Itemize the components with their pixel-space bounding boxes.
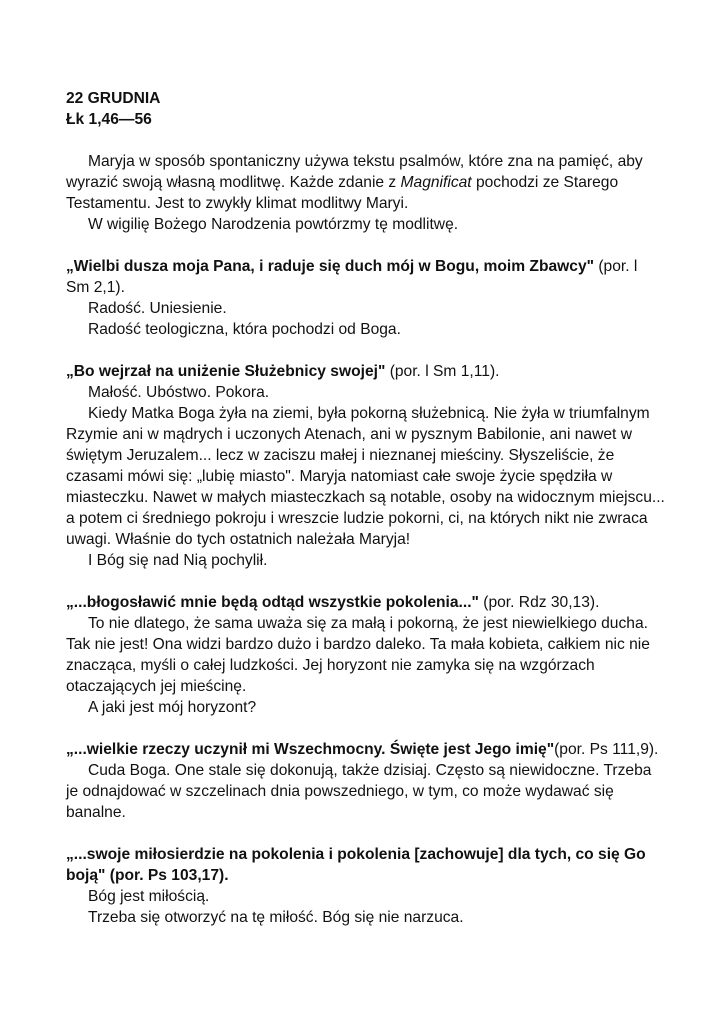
section-paragraph: I Bóg się nad Nią pochylił. [88,552,268,569]
quote-ref: (por. Ps 111,9). [554,741,659,758]
date-heading: 22 GRUDNIA [66,90,161,107]
section-quote [66,256,665,298]
section-paragraph: Kiedy Matka Boga żyła na ziemi, była pokorną służebnicą. Nie żyła w triumfalnym Rzymie ani w mądrych i uczonych Atenach, ani w pysznym Babilonie, ani nawet w świętym Jeruzalem... lecz w zaciszu małej i nieznanej mieściny. Słyszeliście, że czasami mówi się: „lubię miasto". Maryja natomiast całe swoje życie spędziła w miasteczku. Nawet w małych miasteczkach są notable, osoby na widocznym miejscu... a potem ci średniego pokroju i wreszcie ludzie pokorni, ci, na których nikt nie zwraca uwagi. Właśnie do tych ostatnich należała Maryja! [66,405,665,548]
section-quote [66,592,665,613]
quote-text: „...wielkie rzeczy uczynił mi Wszechmocny. Święte jest Jego imię" [66,741,555,758]
intro-text: Maryja w sposób spontaniczny używa tekstu psalmów, które zna na pamięć, aby wyrazić swoją własną modlitwę. Każde zdanie z [66,153,643,191]
section-paragraph: To nie dlatego, że sama uważa się za małą i pokorną, że jest niewielkiego ducha. Tak nie jest! Ona widzi bardzo dużo i bardzo daleko. Ta mała kobieta, całkiem nic nie znacząca, myśli o całej ludzkości. Jej horyzont nie zamyka się na wzgórzach otaczających jej mieścinę. [66,615,650,695]
magnificat-title: Magnificat [400,174,472,191]
quote-text: „...swoje miłosierdzie na pokolenia i pokolenia [zachowuje] dla tych, co się Go boją" (por. Ps 103,17). [66,846,646,884]
section-paragraph: Cuda Boga. One stale się dokonują, także dzisiaj. Często są niewidoczne. Trzeba je odnajdować w szczelinach dnia powszedniego, w tym, co może wydawać się banalne. [66,762,652,821]
intro-text-cont: pochodzi ze Starego Testamentu. Jest to zwykły klimat modlitwy Maryi. [66,174,619,212]
quote-text: „Wielbi dusza moja Pana, i raduje się duch mój w Bogu, moim Zbawcy" [66,258,595,275]
section-quote [66,739,665,760]
section-paragraph: Bóg jest miłością. [88,888,210,905]
quote-text: „Bo wejrzał na uniżenie Służebnicy swojej" [66,363,386,380]
section-paragraph: A jaki jest mój horyzont? [88,699,257,716]
section-paragraph: Radość. Uniesienie. [88,300,227,317]
section-paragraph: Małość. Ubóstwo. Pokora. [88,384,270,401]
section-quote [66,844,665,886]
section-paragraph: Radość teologiczna, która pochodzi od Boga. [88,321,401,338]
intro-paragraph [66,151,665,214]
quote-text: „...błogosławić mnie będą odtąd wszystkie pokolenia..." [66,594,479,611]
quote-ref: (por. l Sm 2,1). [66,258,638,296]
section-quote [66,361,665,382]
section-paragraph: Trzeba się otworzyć na tę miłość. Bóg się nie narzuca. [88,909,464,926]
intro-paragraph-2: W wigilię Bożego Narodzenia powtórzmy tę modlitwę. [88,216,459,233]
quote-ref: (por. Rdz 30,13). [478,594,600,611]
quote-ref: (por. l Sm 1,11). [385,363,500,380]
gospel-reference: Łk 1,46—56 [66,111,152,128]
